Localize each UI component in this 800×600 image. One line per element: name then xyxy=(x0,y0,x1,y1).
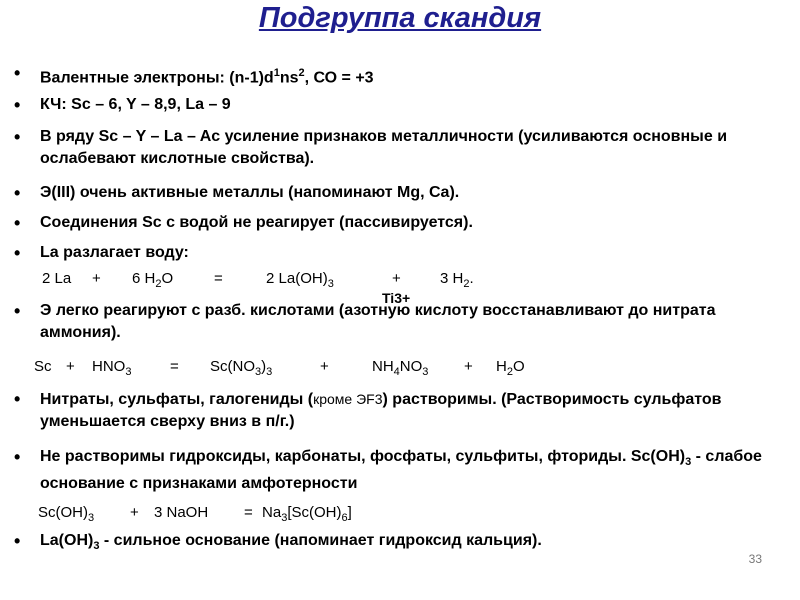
bullet-text: Соединения Sc с водой не реагирует (пассивируется). xyxy=(40,214,473,231)
bullet-text: КЧ: Sc – 6, Y – 8,9, La – 9 xyxy=(40,96,231,113)
page-number: 33 xyxy=(748,552,762,566)
annotation-ti3: Ti3+ xyxy=(382,290,411,306)
bullet-dot-icon: • xyxy=(14,127,21,147)
bullet-text: Не растворимы гидроксиды, карбонаты, фосфаты, сульфиты, фториды. $Sc(OH)_3$ - слабое основание с признаками амфотерности xyxy=(40,448,762,493)
bullet-dot-icon: • xyxy=(14,183,21,203)
bullet-dot-icon: • xyxy=(14,63,21,83)
bullet-text: La разлагает воду: xyxy=(40,244,189,261)
bullet-dot-icon: • xyxy=(14,95,21,115)
bullet-dot-icon: • xyxy=(14,301,21,321)
bullet-text: Валентные электроны: $(n-1)d^1ns^2$, СО = +3 xyxy=(40,67,374,87)
bullet-text: Нитраты, сульфаты, галогениды (кроме ЭF3) растворимы. (Растворимость сульфатов уменьшается сверху вниз в п/г.) xyxy=(40,391,722,430)
bullet-text: $La(OH)_3$ - сильное основание (напоминает гидроксид кальция). xyxy=(40,532,542,553)
bullet-dot-icon: • xyxy=(14,531,21,551)
bullet-text: В ряду Sc – Y – La – Ac усиление признаков металличности (усиливаются основные и ослабевают кислотные свойства). xyxy=(40,128,728,167)
bullet-text: Э(III) очень активные металлы (напоминают Mg, Ca). xyxy=(40,184,460,201)
bullet-dot-icon: • xyxy=(14,389,21,409)
bullet-dot-icon: • xyxy=(14,243,21,263)
slide-title: Подгруппа скандия xyxy=(258,2,542,34)
bullet-dot-icon: • xyxy=(14,447,21,467)
bullet-dot-icon: • xyxy=(14,213,21,233)
bullet-text: Э легко реагируют с разб. кислотами (азотную кислоту восстанавливают до нитрата аммония). xyxy=(40,302,716,341)
